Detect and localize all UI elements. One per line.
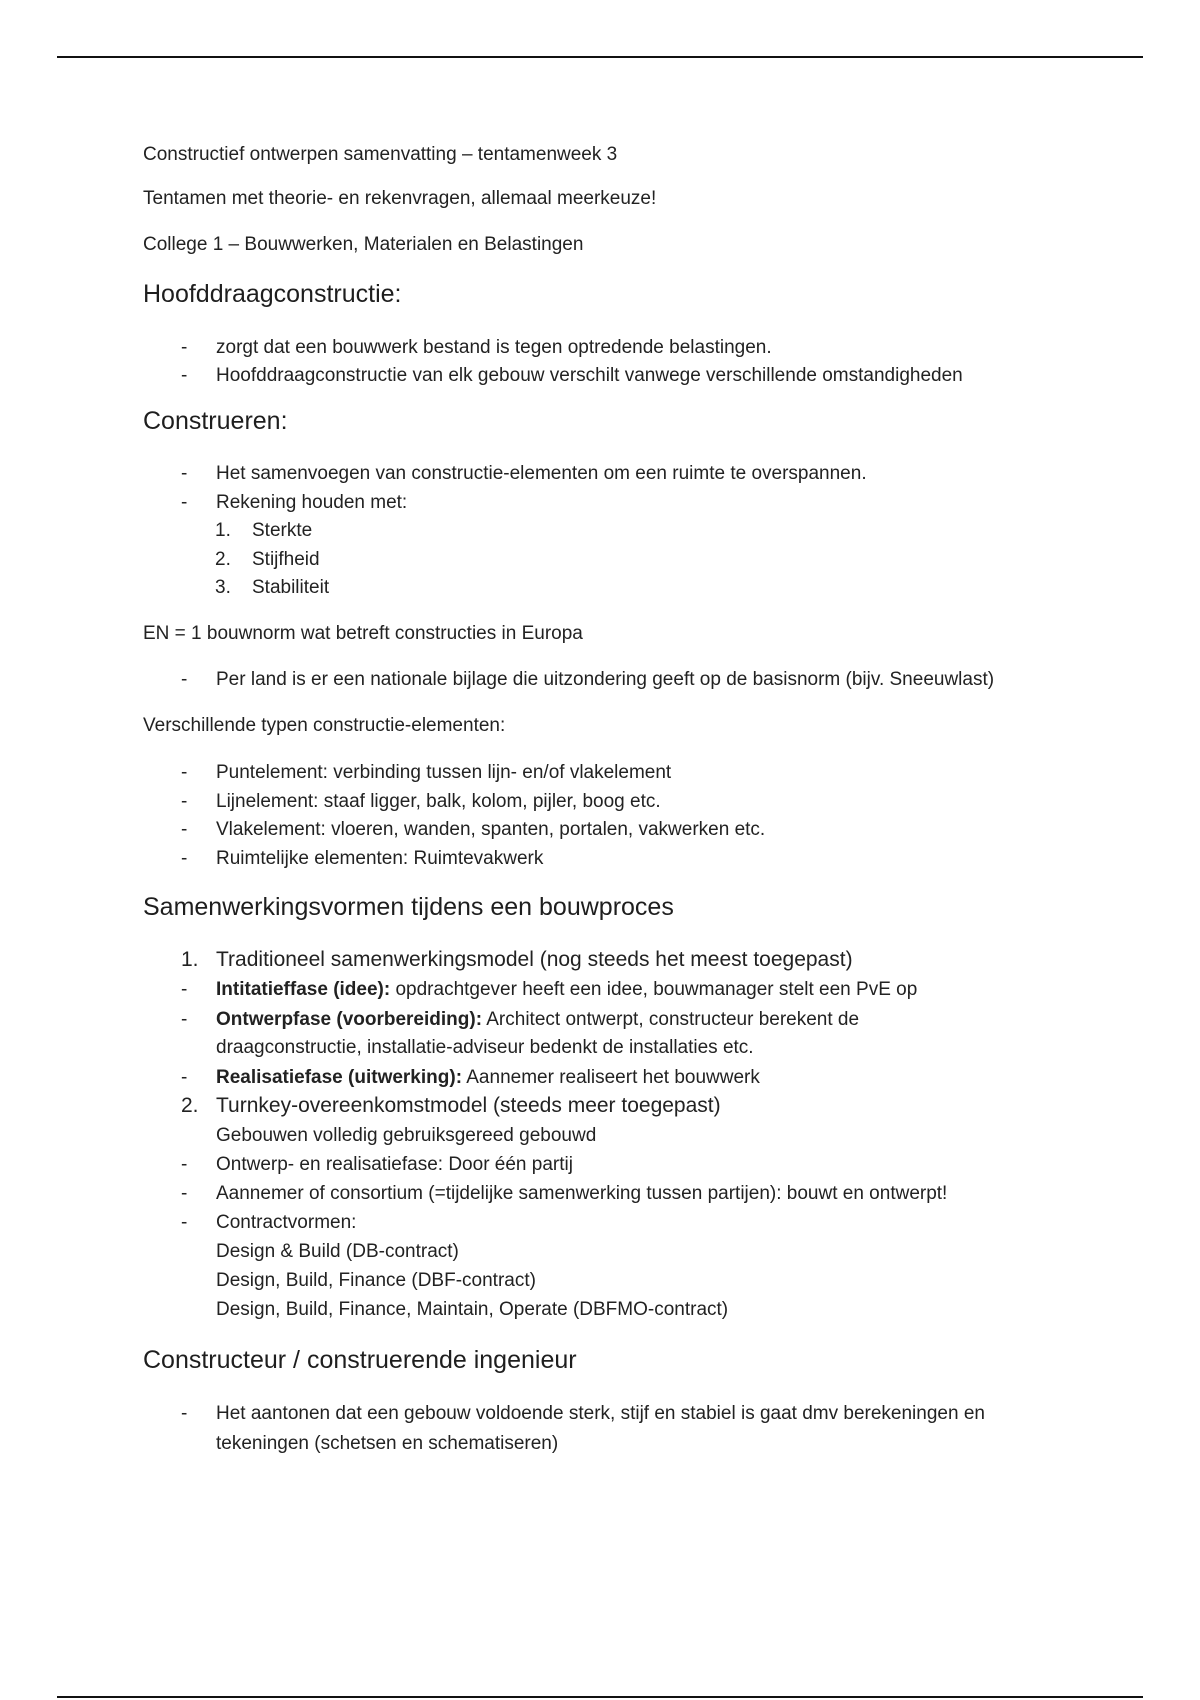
numbered-item-text: Stabiliteit (252, 577, 330, 598)
list-item-text: Ruimtelijke elementen: Ruimtevakwerk (216, 848, 544, 869)
list-item-text (216, 976, 917, 1004)
contract-text: Design, Build, Finance (DBF-contract) (216, 1270, 536, 1291)
bullet-marker: - (181, 1403, 188, 1424)
numbered-item-text: Turnkey-overeenkomstmodel (steeds meer toegepast) (216, 1094, 721, 1117)
list-item-text: Hoofddraagconstructie van elk gebouw verschilt vanwege verschillende omstandigheden (216, 365, 963, 386)
number-marker: 2. (181, 1094, 199, 1117)
en-line: EN = 1 bouwnorm wat betreft constructies in Europa (143, 623, 583, 644)
heading-construeren: Construeren: (143, 407, 288, 435)
bullet-marker: - (181, 1009, 188, 1030)
list-item-text (216, 1064, 760, 1092)
bullet-marker: - (181, 819, 188, 840)
number-marker: 2. (215, 549, 231, 570)
list-item-text: Het aantonen dat een gebouw voldoende sterk, stijf en stabiel is gaat dmv berekeningen en (216, 1403, 985, 1424)
list-item-text: draagconstructie, installatie-adviseur bedenkt de installaties etc. (216, 1037, 754, 1058)
bullet-marker: - (181, 848, 188, 869)
header-rule (57, 56, 1143, 58)
list-item-text: tekeningen (schetsen en schematiseren) (216, 1433, 559, 1454)
phase-text: Aannemer realiseert het bouwwerk (462, 1067, 760, 1088)
numbered-item-text: Traditioneel samenwerkingsmodel (nog steeds het meest toegepast) (216, 948, 853, 971)
contract-text: Design, Build, Finance, Maintain, Operate (DBFMO-contract) (216, 1299, 729, 1320)
list-item-text: zorgt dat een bouwwerk bestand is tegen optredende belastingen. (216, 337, 772, 358)
bullet-marker: - (181, 1154, 188, 1175)
bullet-marker: - (181, 979, 188, 1000)
bullet-marker: - (181, 1212, 188, 1233)
number-marker: 1. (215, 520, 231, 541)
list-item-text: Vlakelement: vloeren, wanden, spanten, portalen, vakwerken etc. (216, 819, 766, 840)
list-item-text: Aannemer of consortium (=tijdelijke samenwerking tussen partijen): bouwt en ontwerpt! (216, 1183, 948, 1204)
phase-text: opdrachtgever heeft een idee, bouwmanager stelt een PvE op (390, 979, 918, 1000)
heading-constructeur: Constructeur / construerende ingenieur (143, 1346, 577, 1374)
bullet-marker: - (181, 669, 188, 690)
doc-title: Constructief ontwerpen samenvatting – tentamenweek 3 (143, 144, 618, 165)
numbered-item-text: Sterkte (252, 520, 313, 541)
bullet-marker: - (181, 791, 188, 812)
number-marker: 3. (215, 577, 231, 598)
bullet-marker: - (181, 1183, 188, 1204)
number-marker: 1. (181, 948, 199, 971)
list-item-text: Gebouwen volledig gebruiksgereed gebouwd (216, 1125, 597, 1146)
phase-label: Realisatiefase (uitwerking): (216, 1067, 463, 1088)
list-item-text: Puntelement: verbinding tussen lijn- en/of vlakelement (216, 762, 672, 783)
list-item-text: Het samenvoegen van constructie-elementen om een ruimte te overspannen. (216, 463, 867, 484)
footer-rule (57, 1696, 1143, 1698)
list-item-text (216, 1006, 859, 1034)
college-line: College 1 – Bouwwerken, Materialen en Belastingen (143, 234, 584, 255)
contract-text: Design & Build (DB-contract) (216, 1241, 459, 1262)
bullet-marker: - (181, 1067, 188, 1088)
list-item-text: Rekening houden met: (216, 492, 408, 513)
types-intro: Verschillende typen constructie-elementen: (143, 715, 506, 736)
phase-text: Architect ontwerpt, constructeur berekent de (482, 1009, 860, 1030)
numbered-item-text: Stijfheid (252, 549, 320, 570)
heading-hoofddraagconstructie: Hoofddraagconstructie: (143, 280, 402, 308)
list-item-text: Contractvormen: (216, 1212, 357, 1233)
bullet-marker: - (181, 365, 188, 386)
phase-label: Ontwerpfase (voorbereiding): (216, 1009, 483, 1030)
doc-intro: Tentamen met theorie- en rekenvragen, allemaal meerkeuze! (143, 188, 657, 209)
list-item-text: Per land is er een nationale bijlage die uitzondering geeft op de basisnorm (bijv. Sneeuwlast) (216, 669, 995, 690)
list-item-text: Lijnelement: staaf ligger, balk, kolom, pijler, boog etc. (216, 791, 661, 812)
bullet-marker: - (181, 762, 188, 783)
bullet-marker: - (181, 492, 188, 513)
bullet-marker: - (181, 337, 188, 358)
heading-samenwerkingsvormen: Samenwerkingsvormen tijdens een bouwproces (143, 893, 674, 921)
phase-label: Intitatieffase (idee): (216, 979, 391, 1000)
list-item-text: Ontwerp- en realisatiefase: Door één partij (216, 1154, 573, 1175)
bullet-marker: - (181, 463, 188, 484)
